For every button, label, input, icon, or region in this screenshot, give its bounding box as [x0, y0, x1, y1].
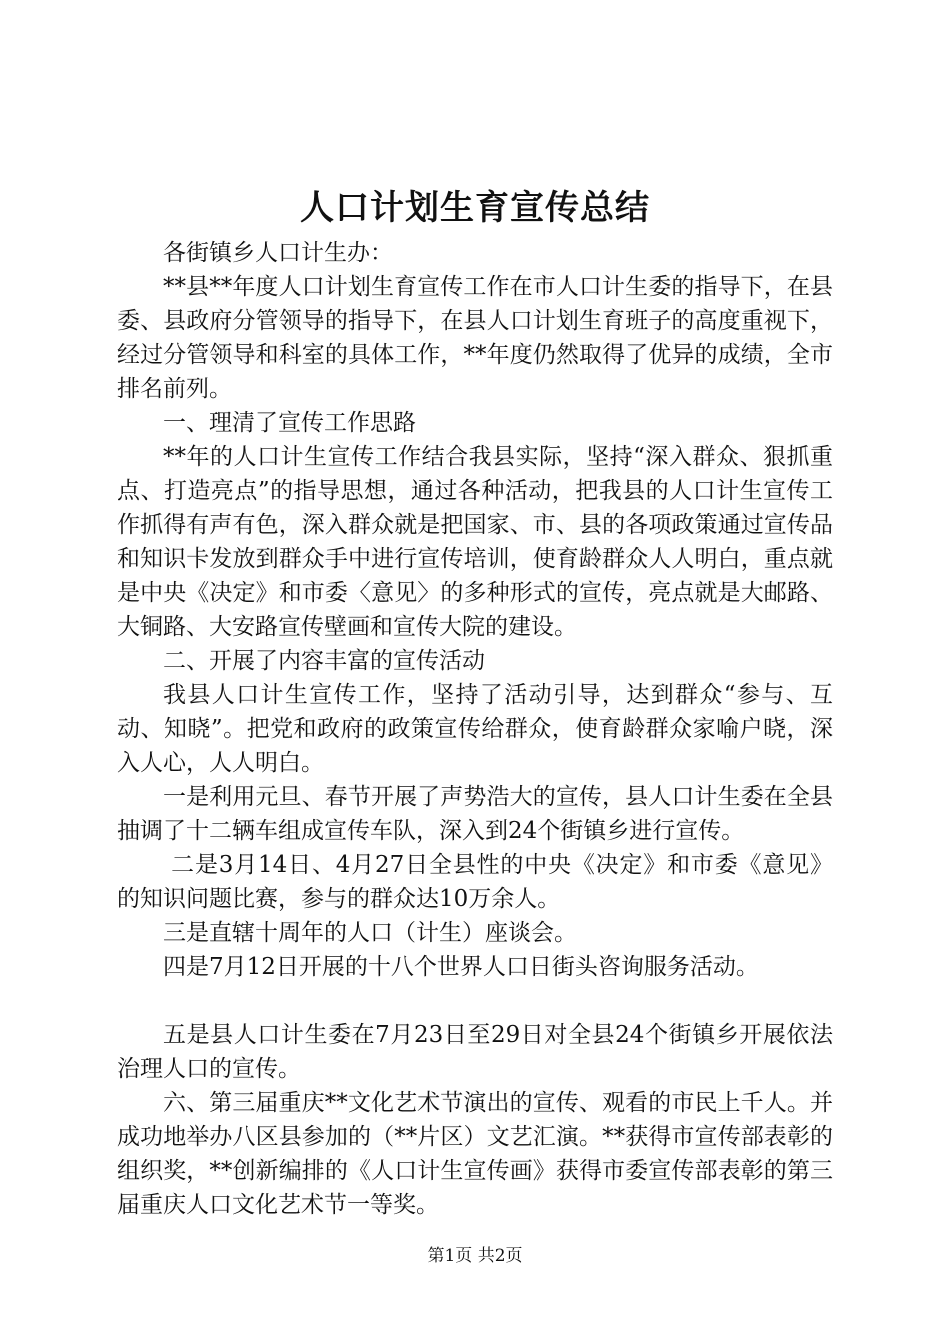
section-heading: 二、开展了内容丰富的宣传活动 [163, 648, 485, 674]
paragraph: 五是县人口计生委在7月23日至29日对全县24个街镇乡开展依法治理人口的宣传。 [117, 1022, 833, 1082]
paragraph: 三是直辖十周年的人口（计生）座谈会。 [163, 920, 577, 946]
paragraph: 二是3月14日、4月27日全县性的中央《决定》和市委《意见》的知识问题比赛，参与的群众达10万余人。 [117, 852, 833, 912]
paragraph: 四是7月12日开展的十八个世界人口日街头咨询服务活动。 [163, 954, 759, 980]
salutation: 各街镇乡人口计生办： [163, 240, 393, 266]
paragraph: 六、第三届重庆**文化艺术节演出的宣传、观看的市民上千人。并成功地举办八区县参加的（**片区）文艺汇演。**获得市宣传部表彰的组织奖，**创新编排的《人口计生宣传画》获得市委宣传部表彰的第三届重庆人口文化艺术节一等奖。 [117, 1090, 833, 1218]
page-number-footer: 第1页 共2页 [427, 1246, 523, 1266]
paragraph: **县**年度人口计划生育宣传工作在市人口计生委的指导下，在县委、县政府分管领导的指导下，在县人口计划生育班子的高度重视下，经过分管领导和科室的具体工作，**年度仍然取得了优异的成绩，全市排名前列。 [117, 274, 833, 402]
paragraph: 一是利用元旦、春节开展了声势浩大的宣传，县人口计生委在全县抽调了十二辆车组成宣传车队，深入到24个街镇乡进行宣传。 [117, 784, 833, 844]
section-heading: 一、理清了宣传工作思路 [163, 410, 416, 436]
blank-line [117, 984, 833, 1018]
document-body [117, 236, 833, 1222]
paragraph: **年的人口计生宣传工作结合我县实际，坚持“深入群众、狠抓重点、打造亮点”的指导思想，通过各种活动，把我县的人口计生宣传工作抓得有声有色，深入群众就是把国家、市、县的各项政策通过宣传品和知识卡发放到群众手中进行宣传培训，使育龄群众人人明白，重点就是中央《决定》和市委〈意见〉的多种形式的宣传，亮点就是大邮路、大铜路、大安路宣传壁画和宣传大院的建设。 [117, 444, 833, 640]
document-title: 人口计划生育宣传总结 [300, 188, 650, 228]
paragraph: 我县人口计生宣传工作，坚持了活动引导，达到群众“参与、互动、知晓”。把党和政府的政策宣传给群众，使育龄群众家喻户晓，深入人心，人人明白。 [117, 682, 833, 776]
